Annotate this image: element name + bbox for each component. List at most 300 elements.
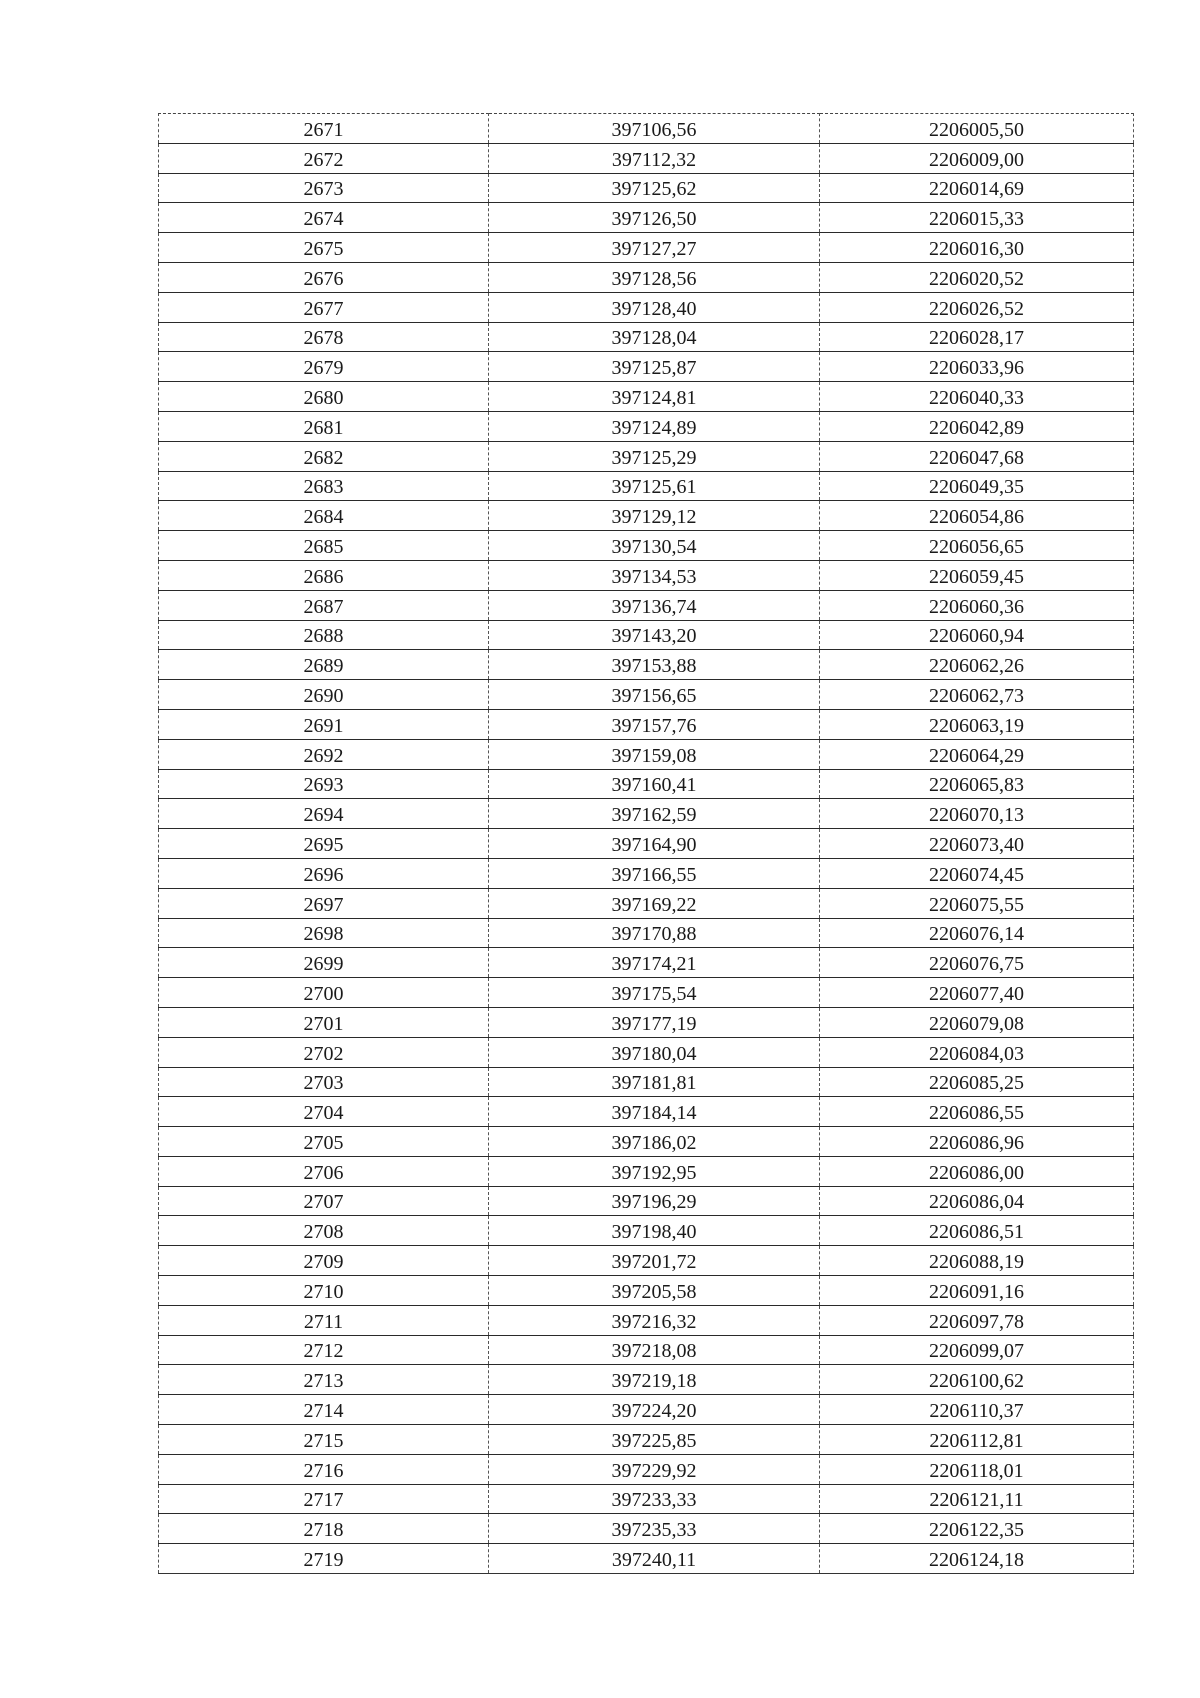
x-coordinate-cell [489,173,820,203]
cell-text: 2206086,51 [929,1221,1024,1244]
y-coordinate-cell [820,292,1134,322]
cell-text: 397201,72 [611,1251,697,1274]
point-number-cell [159,1395,489,1425]
y-coordinate-cell [820,1365,1134,1395]
cell-text: 2693 [303,774,344,797]
table-row [159,888,1134,918]
point-number-cell [159,739,489,769]
cell-text: 2700 [303,982,344,1005]
cell-text: 397157,76 [611,714,697,737]
cell-text: 397125,29 [611,446,697,469]
point-number-cell [159,918,489,948]
cell-text: 2686 [303,565,344,588]
y-coordinate-cell [820,1276,1134,1306]
cell-text: 2206076,75 [929,953,1024,976]
table-row [159,322,1134,352]
cell-text: 397106,56 [611,118,697,141]
cell-text: 397174,21 [611,953,697,976]
cell-text: 397129,12 [611,506,697,529]
cell-text: 2718 [303,1519,344,1542]
cell-text: 2709 [303,1251,344,1274]
cell-text: 2206005,50 [929,118,1024,141]
cell-text: 2698 [303,923,344,946]
cell-text: 2712 [303,1340,344,1363]
cell-text: 2673 [303,178,344,201]
cell-text: 2206076,14 [929,923,1024,946]
y-coordinate-cell [820,1216,1134,1246]
y-coordinate-cell [820,262,1134,292]
x-coordinate-cell [489,590,820,620]
table-row [159,1365,1134,1395]
cell-text: 2676 [303,267,344,290]
cell-text: 2672 [303,148,344,171]
x-coordinate-cell [489,143,820,173]
point-number-cell [159,1544,489,1574]
x-coordinate-cell [489,114,820,144]
y-coordinate-cell [820,1186,1134,1216]
cell-text: 397235,33 [611,1519,697,1542]
y-coordinate-cell [820,1395,1134,1425]
y-coordinate-cell [820,918,1134,948]
y-coordinate-cell [820,143,1134,173]
x-coordinate-cell [489,1156,820,1186]
cell-text: 2206009,00 [929,148,1024,171]
cell-text: 2706 [303,1161,344,1184]
table-row [159,173,1134,203]
point-number-cell [159,173,489,203]
cell-text: 397177,19 [611,1012,697,1035]
table-row [159,1246,1134,1276]
table-row [159,1425,1134,1455]
table-row [159,560,1134,590]
cell-text: 2696 [303,863,344,886]
cell-text: 2206077,40 [929,982,1024,1005]
cell-text: 2206059,45 [929,565,1024,588]
y-coordinate-cell [820,382,1134,412]
table-row [159,1514,1134,1544]
y-coordinate-cell [820,858,1134,888]
cell-text: 2694 [303,804,344,827]
y-coordinate-cell [820,1425,1134,1455]
point-number-cell [159,1186,489,1216]
table-row [159,1216,1134,1246]
x-coordinate-cell [489,1305,820,1335]
table-row [159,709,1134,739]
cell-text: 2682 [303,446,344,469]
cell-text: 397166,55 [611,863,697,886]
cell-text: 2705 [303,1131,344,1154]
cell-text: 397164,90 [611,833,697,856]
cell-text: 2206112,81 [929,1429,1024,1452]
y-coordinate-cell [820,1454,1134,1484]
table-row [159,680,1134,710]
cell-text: 2674 [303,208,344,231]
point-number-cell [159,560,489,590]
cell-text: 397128,56 [611,267,697,290]
table-row [159,292,1134,322]
point-number-cell [159,1335,489,1365]
y-coordinate-cell [820,411,1134,441]
point-number-cell [159,1305,489,1335]
point-number-cell [159,233,489,263]
y-coordinate-cell [820,352,1134,382]
cell-text: 2206028,17 [929,327,1024,350]
x-coordinate-cell [489,1514,820,1544]
cell-text: 2206088,19 [929,1251,1024,1274]
x-coordinate-cell [489,262,820,292]
y-coordinate-cell [820,620,1134,650]
cell-text: 2704 [303,1102,344,1125]
y-coordinate-cell [820,1127,1134,1157]
y-coordinate-cell [820,114,1134,144]
cell-text: 2206124,18 [929,1549,1024,1572]
table-row [159,501,1134,531]
cell-text: 2206064,29 [929,744,1024,767]
x-coordinate-cell [489,233,820,263]
y-coordinate-cell [820,680,1134,710]
coordinate-table-body [159,114,1134,1574]
cell-text: 2708 [303,1221,344,1244]
cell-text: 397124,81 [611,386,697,409]
x-coordinate-cell [489,203,820,233]
x-coordinate-cell [489,292,820,322]
x-coordinate-cell [489,1544,820,1574]
cell-text: 397219,18 [611,1370,697,1393]
cell-text: 397229,92 [611,1459,697,1482]
cell-text: 2206085,25 [929,1072,1024,1095]
point-number-cell [159,680,489,710]
cell-text: 397125,62 [611,178,697,201]
cell-text: 2206073,40 [929,833,1024,856]
cell-text: 2206086,55 [929,1102,1024,1125]
y-coordinate-cell [820,888,1134,918]
cell-text: 2711 [303,1310,344,1333]
table-row [159,590,1134,620]
table-row [159,114,1134,144]
table-row [159,948,1134,978]
table-row [159,203,1134,233]
point-number-cell [159,888,489,918]
x-coordinate-cell [489,1067,820,1097]
x-coordinate-cell [489,1037,820,1067]
cell-text: 2677 [303,297,344,320]
x-coordinate-cell [489,1335,820,1365]
y-coordinate-cell [820,1156,1134,1186]
cell-text: 2715 [303,1429,344,1452]
cell-text: 397224,20 [611,1400,697,1423]
cell-text: 397175,54 [611,982,697,1005]
cell-text: 397170,88 [611,923,697,946]
cell-text: 397153,88 [611,655,697,678]
cell-text: 2206040,33 [929,386,1024,409]
cell-text: 2689 [303,655,344,678]
y-coordinate-cell [820,471,1134,501]
x-coordinate-cell [489,620,820,650]
y-coordinate-cell [820,531,1134,561]
x-coordinate-cell [489,441,820,471]
table-row [159,1156,1134,1186]
cell-text: 2685 [303,535,344,558]
cell-text: 2714 [303,1400,344,1423]
table-row [159,1127,1134,1157]
point-number-cell [159,799,489,829]
x-coordinate-cell [489,858,820,888]
point-number-cell [159,501,489,531]
cell-text: 2695 [303,833,344,856]
x-coordinate-cell [489,1484,820,1514]
table-row [159,441,1134,471]
cell-text: 2206054,86 [929,506,1024,529]
cell-text: 2671 [303,118,344,141]
cell-text: 2206074,45 [929,863,1024,886]
cell-text: 2713 [303,1370,344,1393]
cell-text: 2206033,96 [929,357,1024,380]
point-number-cell [159,1216,489,1246]
cell-text: 2716 [303,1459,344,1482]
table-row [159,143,1134,173]
y-coordinate-cell [820,560,1134,590]
cell-text: 2206062,73 [929,684,1024,707]
x-coordinate-cell [489,1395,820,1425]
table-row [159,829,1134,859]
cell-text: 2206097,78 [929,1310,1024,1333]
table-row [159,352,1134,382]
point-number-cell [159,1037,489,1067]
x-coordinate-cell [489,650,820,680]
point-number-cell [159,441,489,471]
cell-text: 397127,27 [611,237,697,260]
cell-text: 397162,59 [611,804,697,827]
cell-text: 2710 [303,1280,344,1303]
cell-text: 397159,08 [611,744,697,767]
cell-text: 2206075,55 [929,893,1024,916]
cell-text: 397124,89 [611,416,697,439]
point-number-cell [159,590,489,620]
point-number-cell [159,382,489,412]
point-number-cell [159,1425,489,1455]
table-row [159,1454,1134,1484]
cell-text: 2703 [303,1072,344,1095]
y-coordinate-cell [820,650,1134,680]
y-coordinate-cell [820,590,1134,620]
cell-text: 2688 [303,625,344,648]
cell-text: 397216,32 [611,1310,697,1333]
point-number-cell [159,978,489,1008]
cell-text: 397205,58 [611,1280,697,1303]
cell-text: 397143,20 [611,625,697,648]
point-number-cell [159,352,489,382]
x-coordinate-cell [489,739,820,769]
y-coordinate-cell [820,1037,1134,1067]
y-coordinate-cell [820,978,1134,1008]
y-coordinate-cell [820,799,1134,829]
y-coordinate-cell [820,501,1134,531]
y-coordinate-cell [820,709,1134,739]
point-number-cell [159,1246,489,1276]
cell-text: 2206016,30 [929,237,1024,260]
cell-text: 397128,40 [611,297,697,320]
y-coordinate-cell [820,1305,1134,1335]
cell-text: 397218,08 [611,1340,697,1363]
y-coordinate-cell [820,948,1134,978]
coordinate-table [158,113,1134,1574]
y-coordinate-cell [820,233,1134,263]
cell-text: 2206056,65 [929,535,1024,558]
table-row [159,650,1134,680]
cell-text: 2206110,37 [929,1400,1024,1423]
x-coordinate-cell [489,1216,820,1246]
x-coordinate-cell [489,352,820,382]
point-number-cell [159,709,489,739]
y-coordinate-cell [820,1067,1134,1097]
y-coordinate-cell [820,1544,1134,1574]
table-row [159,1186,1134,1216]
cell-text: 2692 [303,744,344,767]
x-coordinate-cell [489,501,820,531]
cell-text: 2683 [303,476,344,499]
table-row [159,1335,1134,1365]
cell-text: 2687 [303,595,344,618]
x-coordinate-cell [489,918,820,948]
x-coordinate-cell [489,1365,820,1395]
table-row [159,411,1134,441]
table-row [159,918,1134,948]
x-coordinate-cell [489,1276,820,1306]
table-row [159,1395,1134,1425]
point-number-cell [159,1514,489,1544]
x-coordinate-cell [489,531,820,561]
cell-text: 2206121,11 [929,1489,1024,1512]
x-coordinate-cell [489,1454,820,1484]
table-row [159,262,1134,292]
point-number-cell [159,1067,489,1097]
cell-text: 397156,65 [611,684,697,707]
table-row [159,1007,1134,1037]
table-row [159,382,1134,412]
cell-text: 397169,22 [611,893,697,916]
y-coordinate-cell [820,441,1134,471]
table-row [159,1305,1134,1335]
x-coordinate-cell [489,471,820,501]
x-coordinate-cell [489,888,820,918]
table-row [159,769,1134,799]
cell-text: 2717 [303,1489,344,1512]
cell-text: 2206079,08 [929,1012,1024,1035]
table-row [159,1544,1134,1574]
x-coordinate-cell [489,948,820,978]
cell-text: 2206060,36 [929,595,1024,618]
y-coordinate-cell [820,829,1134,859]
cell-text: 2680 [303,386,344,409]
x-coordinate-cell [489,382,820,412]
cell-text: 2206084,03 [929,1042,1024,1065]
point-number-cell [159,650,489,680]
point-number-cell [159,1484,489,1514]
cell-text: 2206091,16 [929,1280,1024,1303]
table-row [159,1484,1134,1514]
cell-text: 2206060,94 [929,625,1024,648]
cell-text: 397196,29 [611,1191,697,1214]
cell-text: 2697 [303,893,344,916]
cell-text: 397125,87 [611,357,697,380]
point-number-cell [159,769,489,799]
y-coordinate-cell [820,322,1134,352]
cell-text: 397233,33 [611,1489,697,1512]
point-number-cell [159,322,489,352]
cell-text: 397198,40 [611,1221,697,1244]
point-number-cell [159,1007,489,1037]
cell-text: 2206099,07 [929,1340,1024,1363]
y-coordinate-cell [820,769,1134,799]
x-coordinate-cell [489,709,820,739]
cell-text: 2719 [303,1549,344,1572]
cell-text: 2206015,33 [929,208,1024,231]
cell-text: 397130,54 [611,535,697,558]
point-number-cell [159,948,489,978]
cell-text: 397181,81 [611,1072,697,1095]
cell-text: 2206086,04 [929,1191,1024,1214]
point-number-cell [159,858,489,888]
x-coordinate-cell [489,1097,820,1127]
table-row [159,858,1134,888]
x-coordinate-cell [489,1246,820,1276]
cell-text: 397186,02 [611,1131,697,1154]
x-coordinate-cell [489,411,820,441]
cell-text: 397184,14 [611,1102,697,1125]
table-row [159,471,1134,501]
cell-text: 2206086,00 [929,1161,1024,1184]
y-coordinate-cell [820,1007,1134,1037]
point-number-cell [159,620,489,650]
cell-text: 2699 [303,953,344,976]
cell-text: 2206042,89 [929,416,1024,439]
point-number-cell [159,143,489,173]
cell-text: 397160,41 [611,774,697,797]
cell-text: 2691 [303,714,344,737]
cell-text: 397125,61 [611,476,697,499]
cell-text: 397112,32 [611,148,697,171]
x-coordinate-cell [489,1186,820,1216]
table-row [159,978,1134,1008]
y-coordinate-cell [820,1514,1134,1544]
table-row [159,531,1134,561]
cell-text: 2206014,69 [929,178,1024,201]
cell-text: 2679 [303,357,344,380]
x-coordinate-cell [489,1425,820,1455]
table-row [159,1276,1134,1306]
x-coordinate-cell [489,680,820,710]
point-number-cell [159,292,489,322]
point-number-cell [159,411,489,441]
point-number-cell [159,829,489,859]
cell-text: 397180,04 [611,1042,697,1065]
cell-text: 2206047,68 [929,446,1024,469]
table-row [159,1067,1134,1097]
x-coordinate-cell [489,322,820,352]
x-coordinate-cell [489,829,820,859]
cell-text: 2690 [303,684,344,707]
y-coordinate-cell [820,1484,1134,1514]
cell-text: 2707 [303,1191,344,1214]
y-coordinate-cell [820,1097,1134,1127]
x-coordinate-cell [489,799,820,829]
y-coordinate-cell [820,173,1134,203]
cell-text: 2206026,52 [929,297,1024,320]
point-number-cell [159,262,489,292]
cell-text: 397126,50 [611,208,697,231]
point-number-cell [159,1127,489,1157]
cell-text: 2678 [303,327,344,350]
